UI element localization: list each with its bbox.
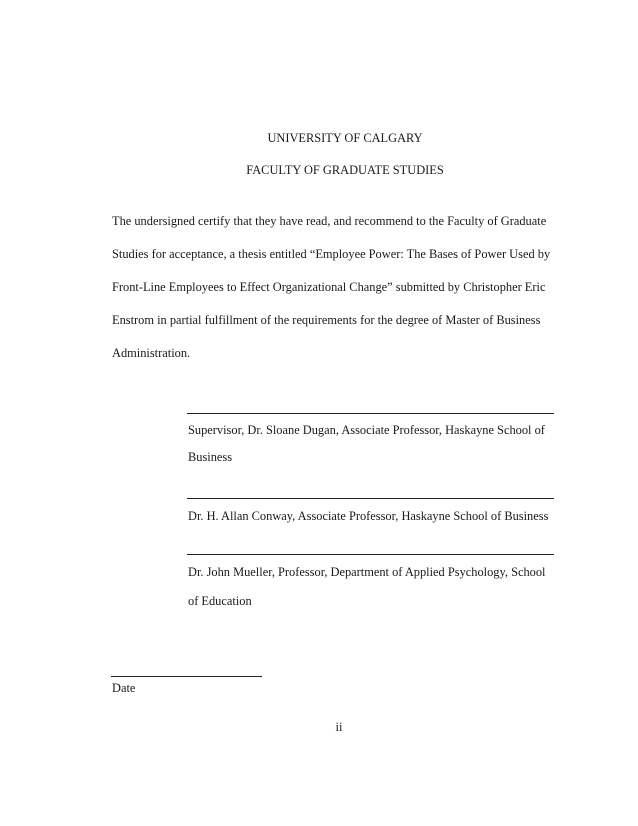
faculty-title: FACULTY OF GRADUATE STUDIES [246, 163, 444, 177]
signatory-supervisor-line2: Business [188, 450, 233, 464]
certification-line: Front-Line Employees to Effect Organizational Change” submitted by Christopher Eric [112, 280, 546, 294]
signature-line-mueller [187, 554, 554, 555]
certification-line: Administration. [112, 346, 191, 360]
signatory-supervisor-line1: Supervisor, Dr. Sloane Dugan, Associate Professor, Haskayne School of [188, 423, 545, 437]
signature-line-conway [187, 498, 554, 499]
certification-line: The undersigned certify that they have read, and recommend to the Faculty of Graduate [112, 214, 547, 228]
signatory-mueller-line1: Dr. John Mueller, Professor, Department of Applied Psychology, School [188, 565, 546, 579]
certification-paragraph [112, 213, 564, 378]
page-number: ii [335, 720, 343, 734]
signatory-conway-line1: Dr. H. Allan Conway, Associate Professor, Haskayne School of Business [188, 509, 549, 523]
signatory-mueller-line2: of Education [188, 594, 252, 608]
signature-line-supervisor [187, 413, 554, 414]
certification-line: Enstrom in partial fulfillment of the requirements for the degree of Master of Business [112, 313, 541, 327]
date-signature-line [111, 676, 262, 677]
university-title: UNIVERSITY OF CALGARY [267, 131, 423, 145]
certification-line: Studies for acceptance, a thesis entitled “Employee Power: The Bases of Power Used by [112, 247, 551, 261]
date-label: Date [112, 681, 136, 695]
